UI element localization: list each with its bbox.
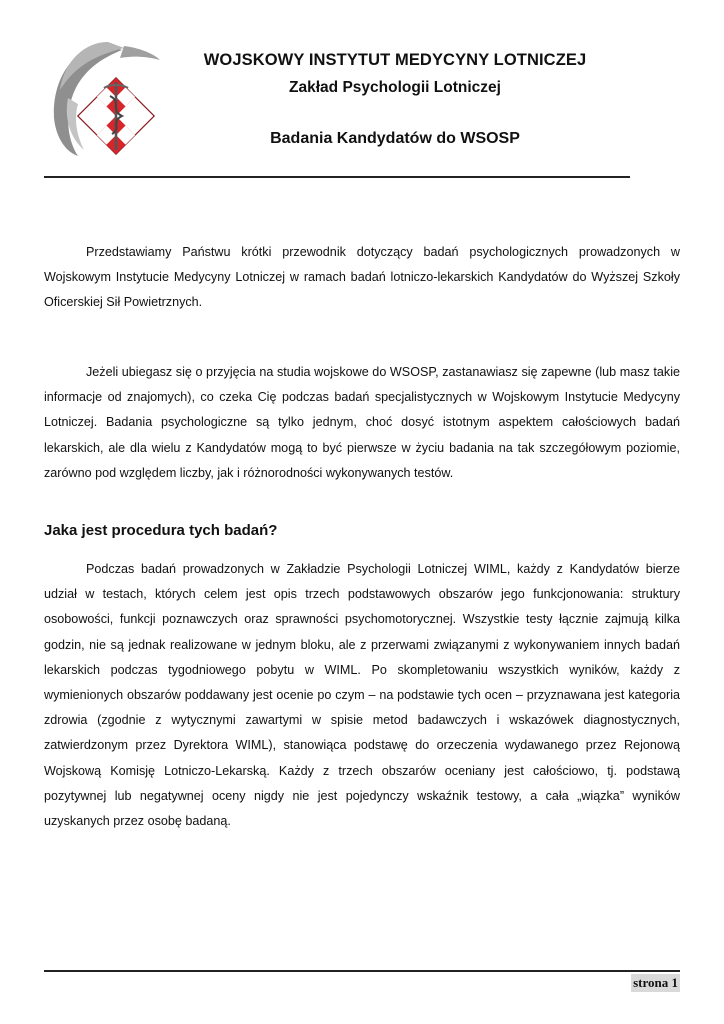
institute-emblem-icon (44, 38, 164, 158)
intro-paragraph: Przedstawiamy Państwu krótki przewodnik dotyczący badań psychologicznych prowadzonych w Wojskowym Instytucie Medycyny Lotniczej w ramach badań lotniczo-lekarskich Kandydatów do Wyższej Szkoły Oficerskiej Sił Powietrznych. (44, 245, 680, 310)
department-name: Zakład Psychologii Lotniczej (289, 79, 501, 96)
document-subject: Badania Kandydatów do WSOSP (270, 130, 520, 147)
header-divider (44, 176, 630, 178)
section-heading: Jaka jest procedura tych badań? (44, 522, 278, 539)
footer-divider (44, 970, 680, 972)
procedure-paragraph: Podczas badań prowadzonych w Zakładzie Psychologii Lotniczej WIML, każdy z Kandydatów bierze udział w testach, których celem jest opis trzech podstawowych obszarów jego funkcjonowania: struktury osobowości, funkcji poznawczych oraz sprawności psychomotorycznej. Wszystkie testy łącznie zajmują kilka godzin, nie są jednak realizowane w jednym bloku, ale z przerwami związanymi z wykonywaniem innych badań lekarskich podczas tygodniowego pobytu w WIML. Po skompletowaniu wszystkich wyników, każdy z wymienionych obszarów poddawany jest ocenie po czym – na podstawie tych ocen – przyznawana jest kategoria zdrowia (zgodnie z wytycznymi zawartymi w spisie metod badawczych i wskazówek diagnostycznych, zatwierdzonym przez Dyrektora WIML), stanowiąca podstawę do orzeczenia wydawanego przez Rejonową Wojskową Komisję Lotniczo-Lekarską. Każdy z trzech obszarów oceniany jest całościowo, tj. podstawą pozytywnej lub negatywnej oceny nigdy nie jest pojedynczy wskaźnik testowy, a cała „wiązka” wyników uzyskanych przez osobę badaną. (44, 562, 680, 829)
candidate-paragraph: Jeżeli ubiegasz się o przyjęcia na studia wojskowe do WSOSP, zastanawiasz się zapewne (lub masz takie informacje od znajomych), co czeka Cię podczas badań specjalistycznych w Wojskowym Instytucie Medycyny Lotniczej. Badania psychologiczne są tylko jednym, choć dosyć istotnym aspektem całościowych badań lekarskich, ale dla wielu z Kandydatów mogą to być pierwsze w życiu badania na tak szczegółowym poziomie, zarówno pod względem liczby, jak i różnorodności wykonywanych testów. (44, 365, 680, 480)
page-number: strona 1 (633, 975, 678, 990)
institute-name: WOJSKOWY INSTYTUT MEDYCYNY LOTNICZEJ (203, 51, 587, 69)
